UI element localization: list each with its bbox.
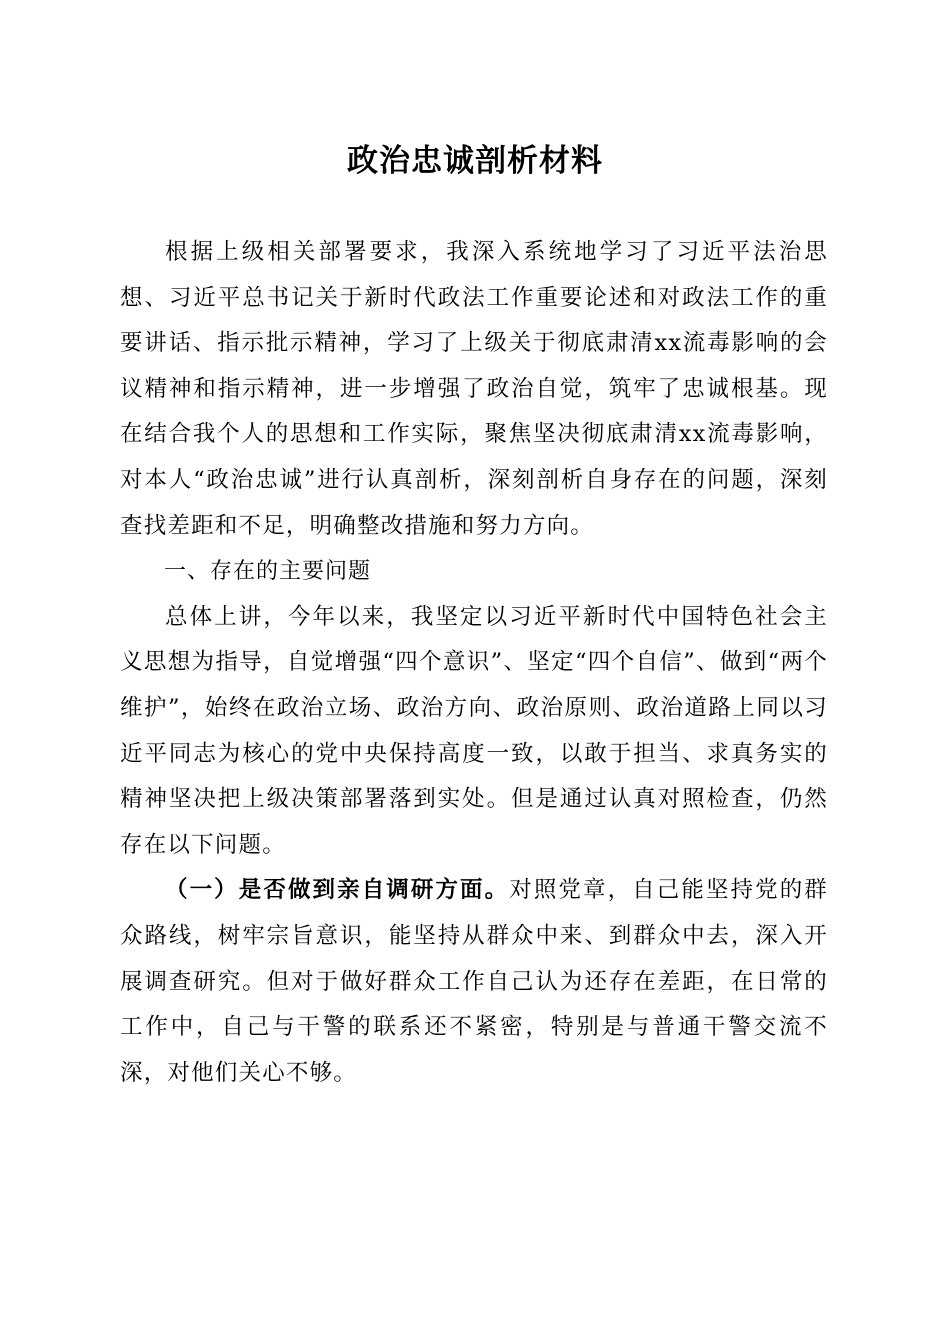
intro-paragraph: 根据上级相关部署要求，我深入系统地学习了习近平法治思想、习近平总书记关于新时代政法工作重要论述和对政法工作的重要讲话、指示批示精神，学习了上级关于彻底肃清xx流毒影响的会议精神和指示精神，进一步增强了政治自觉，筑牢了忠诚根基。现在结合我个人的思想和工作实际，聚焦坚决彻底肃清xx流毒影响，对本人“政治忠诚”进行认真剖析，深刻剖析自身存在的问题，深刻查找差距和不足，明确整改措施和努力方向。 xyxy=(120,239,828,539)
document-body xyxy=(120,230,828,1096)
item-paragraph xyxy=(120,868,828,1096)
overview-paragraph: 总体上讲，今年以来，我坚定以习近平新时代中国特色社会主义思想为指导，自觉增强“四个意识”、坚定“四个自信”、做到“两个维护”，始终在政治立场、政治方向、政治原则、政治道路上同以习近平同志为核心的党中央保持高度一致，以敢于担当、求真务实的精神坚决把上级决策部署落到实处。但是通过认真对照检查，仍然存在以下问题。 xyxy=(120,603,828,858)
document-title: 政治忠诚剖析材料 xyxy=(347,143,603,179)
section-heading: 一、存在的主要问题 xyxy=(164,559,372,585)
item-text: 对照党章，自己能坚持党的群众路线，树牢宗旨意识，能坚持从群众中来、到群众中去，深入开展调查研究。但对于做好群众工作自己认为还存在差距，在日常的工作中，自己与干警的联系还不紧密，特别是与普通干警交流不深，对他们关心不够。 xyxy=(120,877,828,1086)
item-lead: （一）是否做到亲自调研方面。 xyxy=(165,877,510,904)
